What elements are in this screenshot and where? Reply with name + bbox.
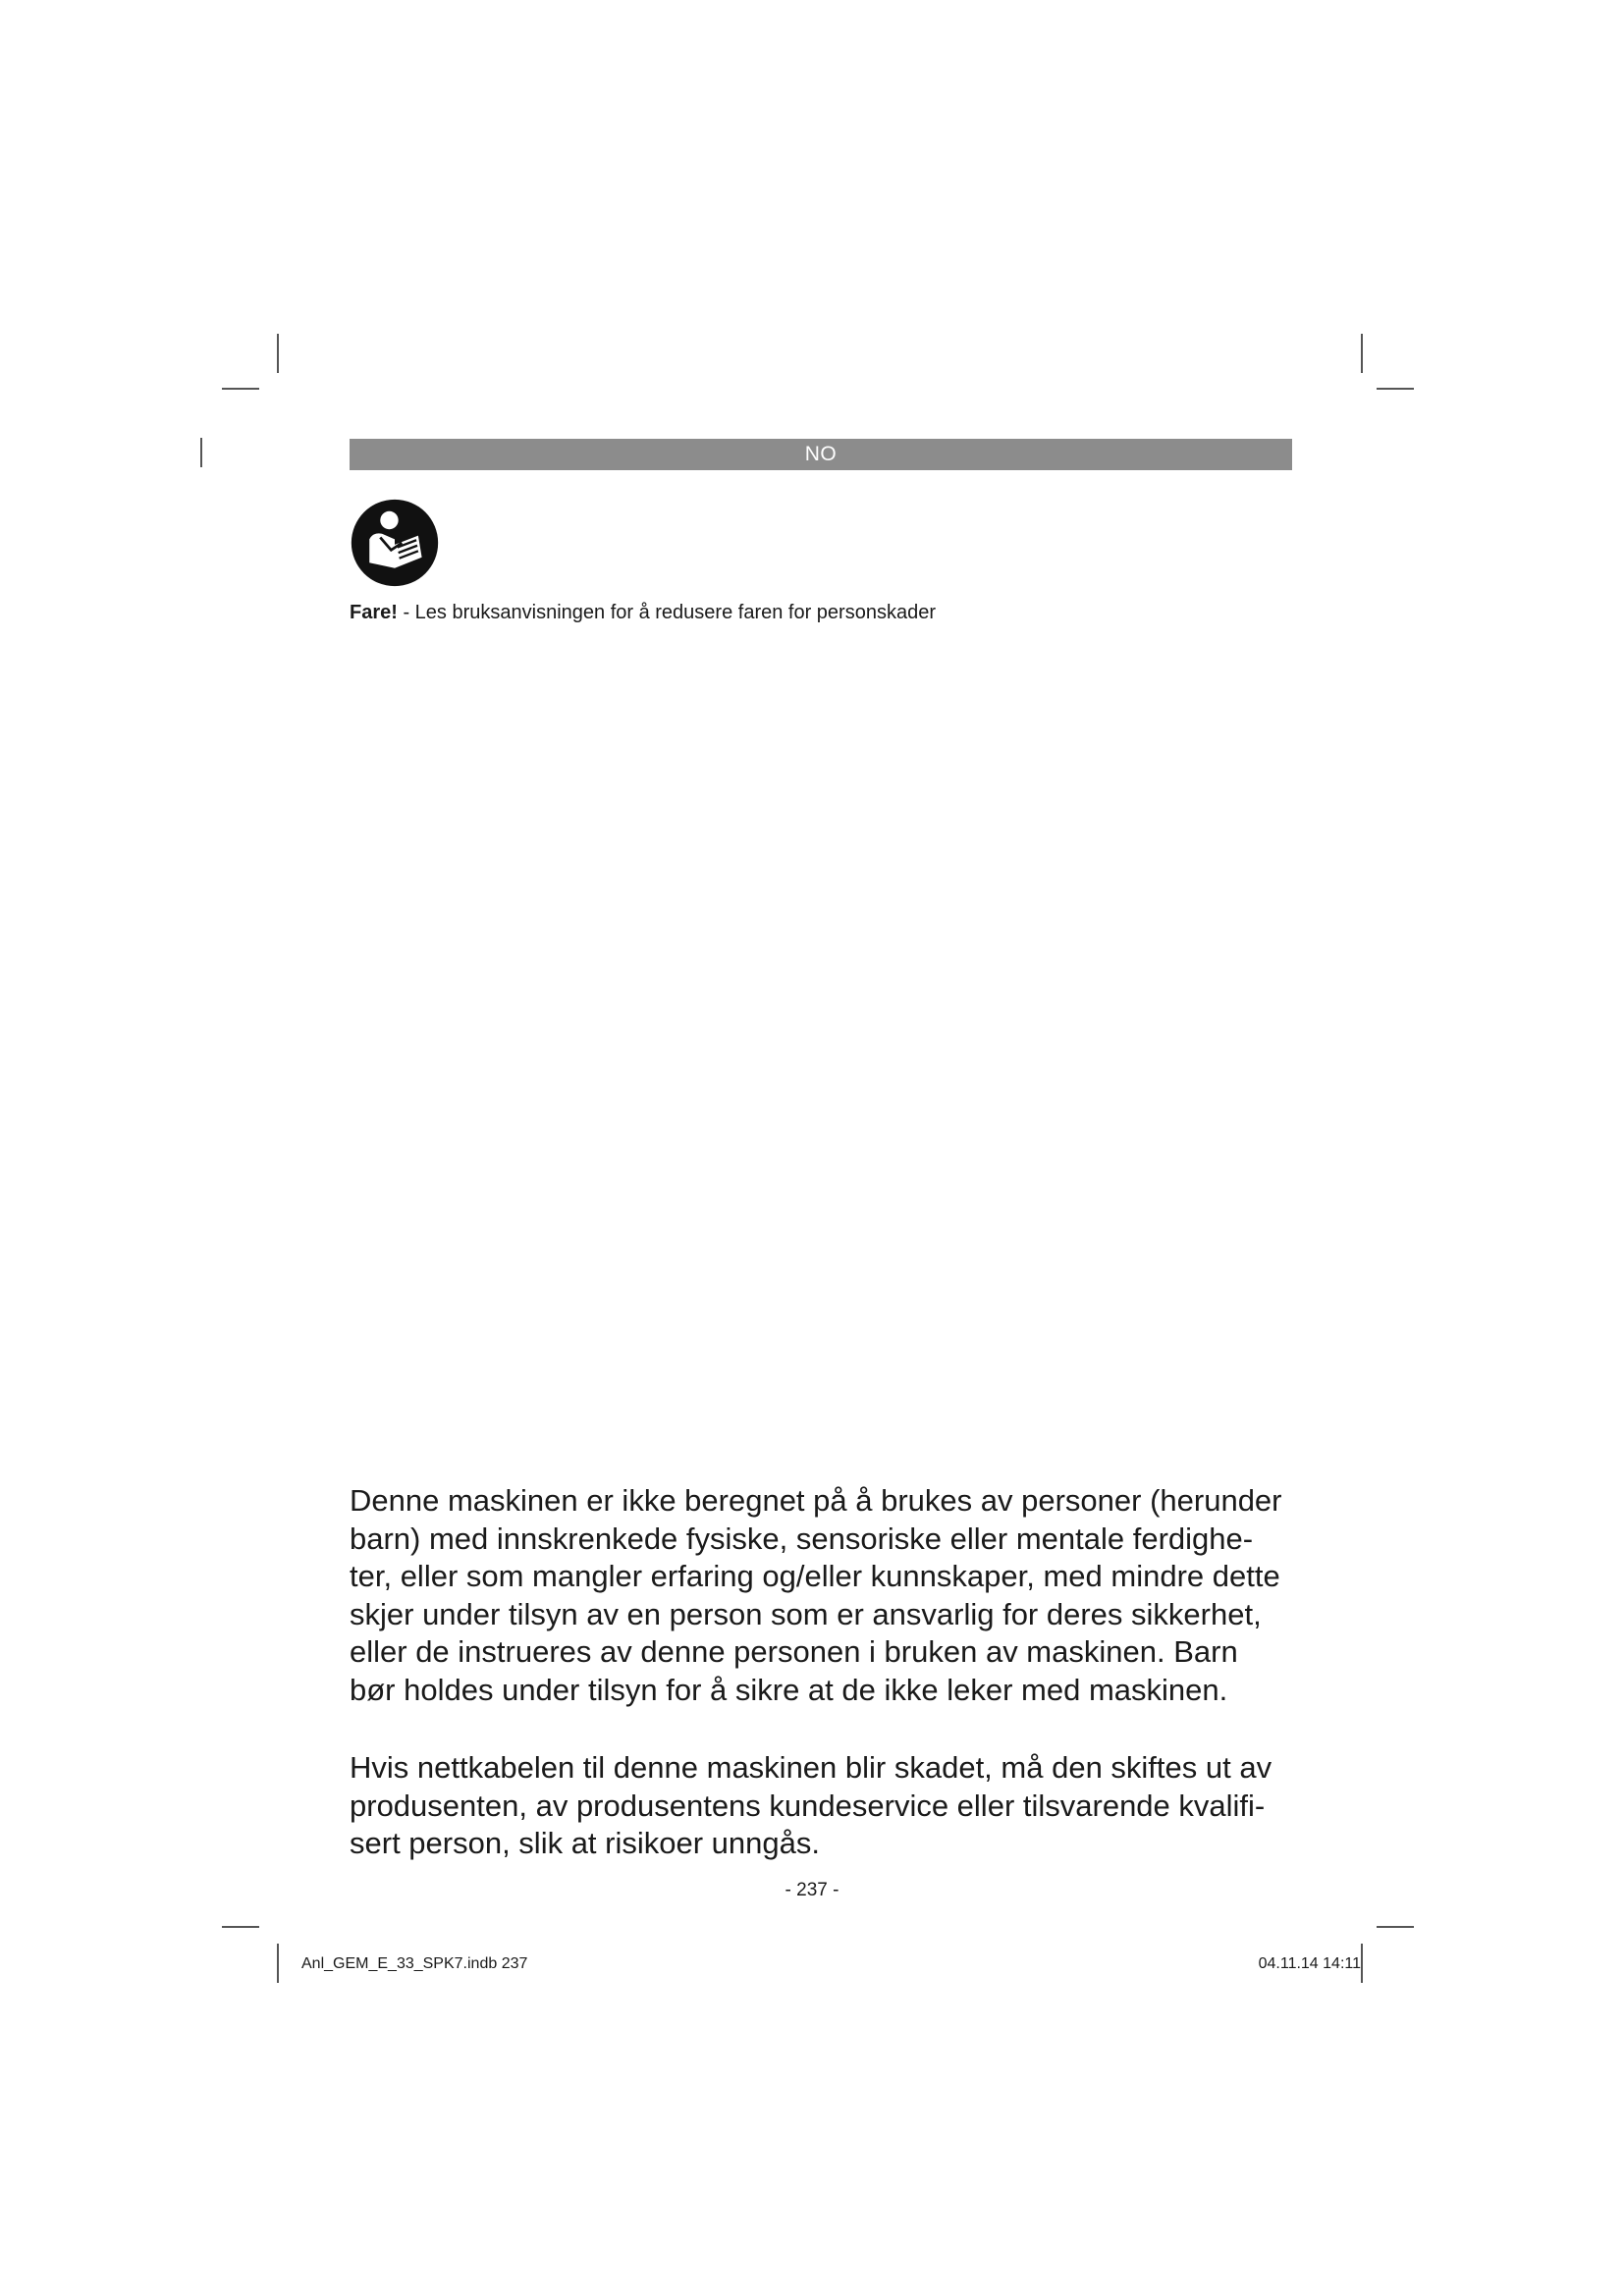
crop-mark-bottom-left-vertical	[277, 1944, 279, 1983]
crop-mark-top-left-vertical	[277, 334, 279, 373]
safety-paragraph-1	[350, 1482, 1312, 1709]
paragraph-line: Hvis nettkabelen til denne maskinen blir skadet, må den skiftes ut av	[350, 1750, 1272, 1785]
warning-label: Fare!	[350, 602, 398, 623]
paragraph-line: Denne maskinen er ikke beregnet på å brukes av personer (herunder	[350, 1483, 1282, 1518]
crop-mark-top-right-vertical	[1361, 334, 1363, 373]
paragraph-line: ter, eller som mangler erfaring og/eller kunnskaper, med mindre dette	[350, 1559, 1280, 1593]
paragraph-line: sert person, slik at risikoer unngås.	[350, 1826, 820, 1860]
crop-mark-top-left-horizontal	[222, 388, 259, 390]
crop-mark-bottom-right-horizontal	[1377, 1926, 1414, 1928]
language-code: NO	[804, 443, 838, 465]
footer-file-name: Anl_GEM_E_33_SPK7.indb 237	[301, 1955, 528, 1972]
crop-mark-top-right-horizontal	[1377, 388, 1414, 390]
language-header-bar	[350, 439, 1292, 470]
paragraph-line: produsenten, av produsentens kundeservice eller tilsvarende kvalifi-	[350, 1788, 1266, 1823]
crop-mark-bottom-right-vertical	[1361, 1944, 1363, 1983]
paragraph-line: barn) med innskrenkede fysiske, sensoriske eller mentale ferdighe-	[350, 1521, 1254, 1556]
read-manual-icon	[350, 498, 440, 588]
page-number: - 237 -	[785, 1880, 839, 1900]
safety-paragraph-2	[350, 1749, 1312, 1863]
warning-text	[350, 599, 936, 626]
warning-description: - Les bruksanvisningen for å redusere faren for personskader	[397, 602, 936, 623]
paragraph-line: eller de instrueres av denne personen i bruken av maskinen. Barn	[350, 1634, 1238, 1669]
side-mark-left	[200, 438, 202, 467]
paragraph-line: bør holdes under tilsyn for å sikre at de ikke leker med maskinen.	[350, 1672, 1228, 1707]
paragraph-line: skjer under tilsyn av en person som er ansvarlig for deres sikkerhet,	[350, 1596, 1262, 1631]
crop-mark-bottom-left-horizontal	[222, 1926, 259, 1928]
footer-datetime: 04.11.14 14:11	[1258, 1955, 1361, 1972]
